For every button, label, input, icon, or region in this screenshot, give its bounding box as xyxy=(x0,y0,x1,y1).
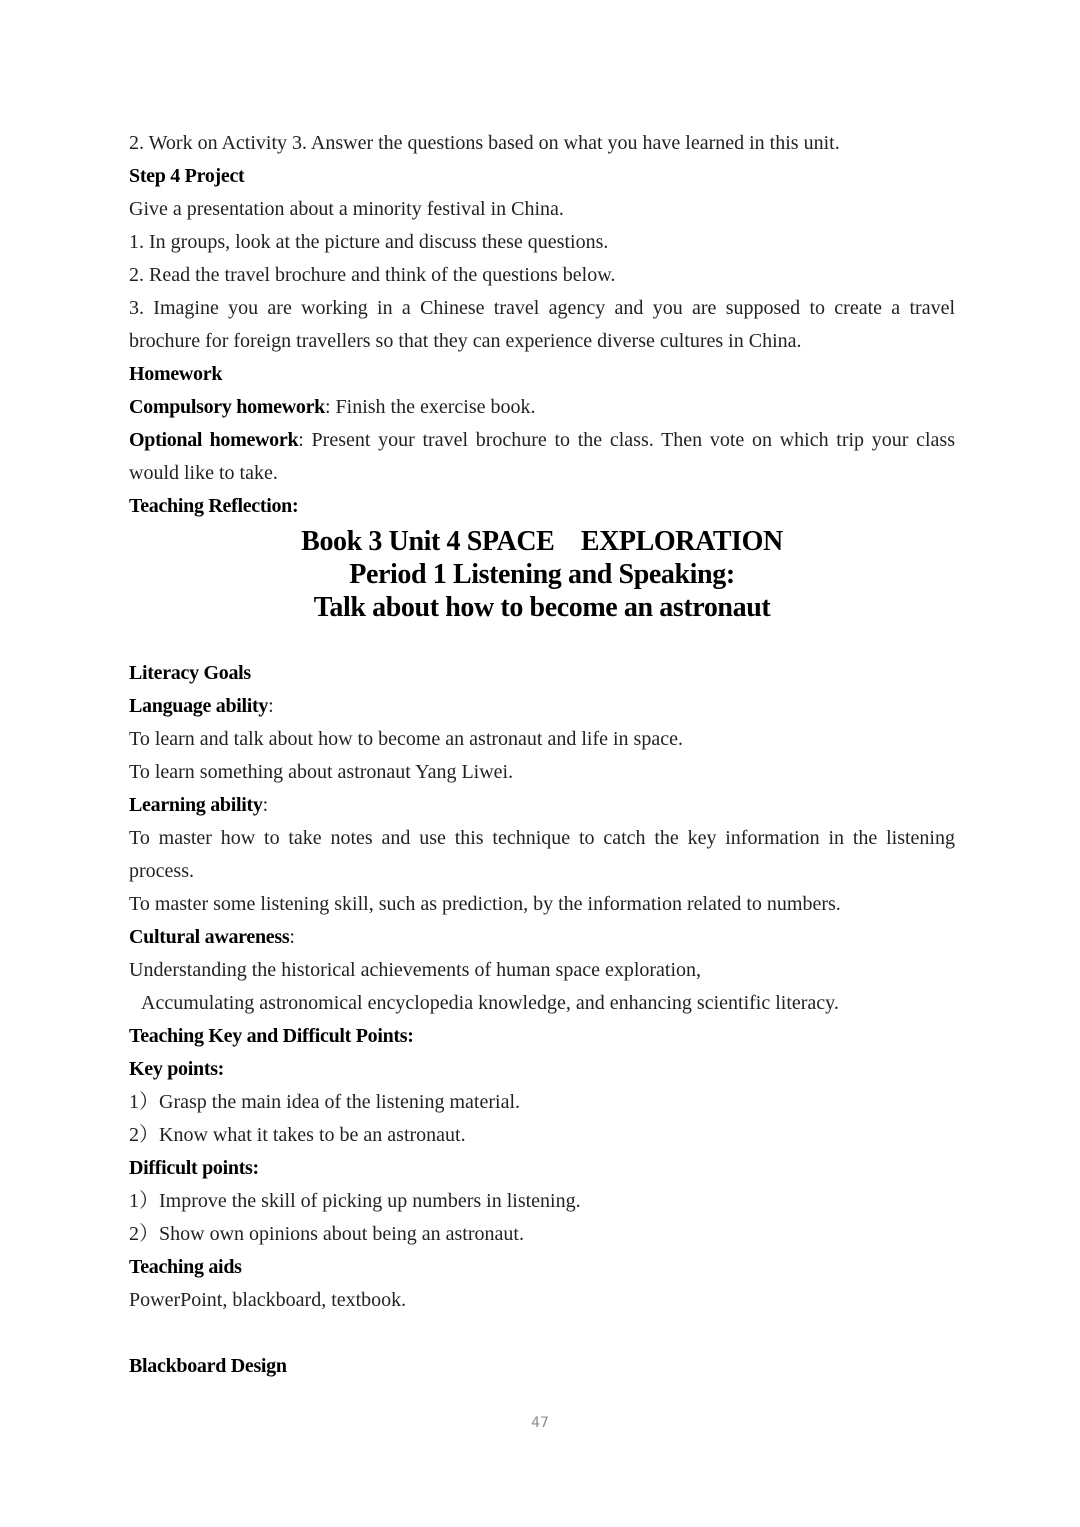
teaching-aids-text: PowerPoint, blackboard, textbook. xyxy=(129,1289,407,1311)
step4-item: 2. Read the travel brochure and think of the questions below. xyxy=(129,264,616,286)
title-line-2: Period 1 Listening and Speaking: xyxy=(349,559,735,590)
literacy-goals-heading: Literacy Goals xyxy=(129,662,251,684)
step4-item: 3. Imagine you are working in a Chinese travel agency and you are supposed to create a travel brochure for foreign travellers so that they can experience diverse cultures in China. xyxy=(129,297,955,352)
colon: : xyxy=(268,695,274,717)
learning-ability-label: Learning ability xyxy=(129,794,263,816)
spacer xyxy=(129,1317,955,1350)
language-item: To learn something about astronaut Yang Liwei. xyxy=(129,761,514,783)
optional-label: Optional homework xyxy=(129,429,299,451)
difficult-points-label: Difficult points: xyxy=(129,1157,259,1179)
colon: : xyxy=(289,926,295,948)
learning-ability-row xyxy=(129,789,955,822)
key-difficult-heading: Teaching Key and Difficult Points: xyxy=(129,1025,414,1047)
language-ability-row xyxy=(129,690,955,723)
key-points-label: Key points: xyxy=(129,1058,225,1080)
teaching-aids-heading: Teaching aids xyxy=(129,1256,242,1278)
spacer xyxy=(129,624,955,657)
difficult-point-item: 1）Improve the skill of picking up numbers in listening. xyxy=(129,1190,581,1212)
compulsory-label: Compulsory homework xyxy=(129,396,325,418)
title-line-1: Book 3 Unit 4 SPACE EXPLORATION xyxy=(301,526,783,557)
colon: : xyxy=(262,794,269,816)
language-ability-label: Language ability xyxy=(129,695,269,717)
step4-item: 1. In groups, look at the picture and discuss these questions. xyxy=(129,231,609,253)
activity-line: 2. Work on Activity 3. Answer the questions based on what you have learned in this unit. xyxy=(129,132,840,154)
title-line-3: Talk about how to become an astronaut xyxy=(313,592,771,623)
key-point-item: 2）Know what it takes to be an astronaut. xyxy=(129,1124,466,1146)
compulsory-homework xyxy=(129,391,955,424)
cultural-item: Understanding the historical achievements of human space exploration, xyxy=(129,959,702,981)
compulsory-text: : Finish the exercise book. xyxy=(324,396,536,418)
homework-heading: Homework xyxy=(129,363,223,385)
difficult-point-item: 2）Show own opinions about being an astronaut. xyxy=(129,1223,524,1245)
learning-item: To master how to take notes and use this technique to catch the key information in the listening process. xyxy=(129,827,955,882)
learning-item: To master some listening skill, such as prediction, by the information related to numbers. xyxy=(129,893,841,915)
step4-intro: Give a presentation about a minority festival in China. xyxy=(129,198,564,220)
optional-text: : Present your travel brochure to the class. Then vote on which trip your class would like to take. xyxy=(129,429,955,484)
reflection-heading: Teaching Reflection: xyxy=(129,495,299,517)
optional-homework xyxy=(129,424,955,490)
page-number: 47 xyxy=(531,1415,549,1431)
key-point-item: 1）Grasp the main idea of the listening material. xyxy=(129,1091,520,1113)
lesson-title xyxy=(129,525,955,624)
blackboard-design-heading: Blackboard Design xyxy=(129,1355,287,1377)
cultural-item: Accumulating astronomical encyclopedia knowledge, and enhancing scientific literacy. xyxy=(141,992,839,1014)
cultural-awareness-label: Cultural awareness xyxy=(129,926,290,948)
step4-heading: Step 4 Project xyxy=(129,165,245,187)
language-item: To learn and talk about how to become an astronaut and life in space. xyxy=(129,728,683,750)
cultural-awareness-row xyxy=(129,921,955,954)
document-page xyxy=(129,127,955,1383)
